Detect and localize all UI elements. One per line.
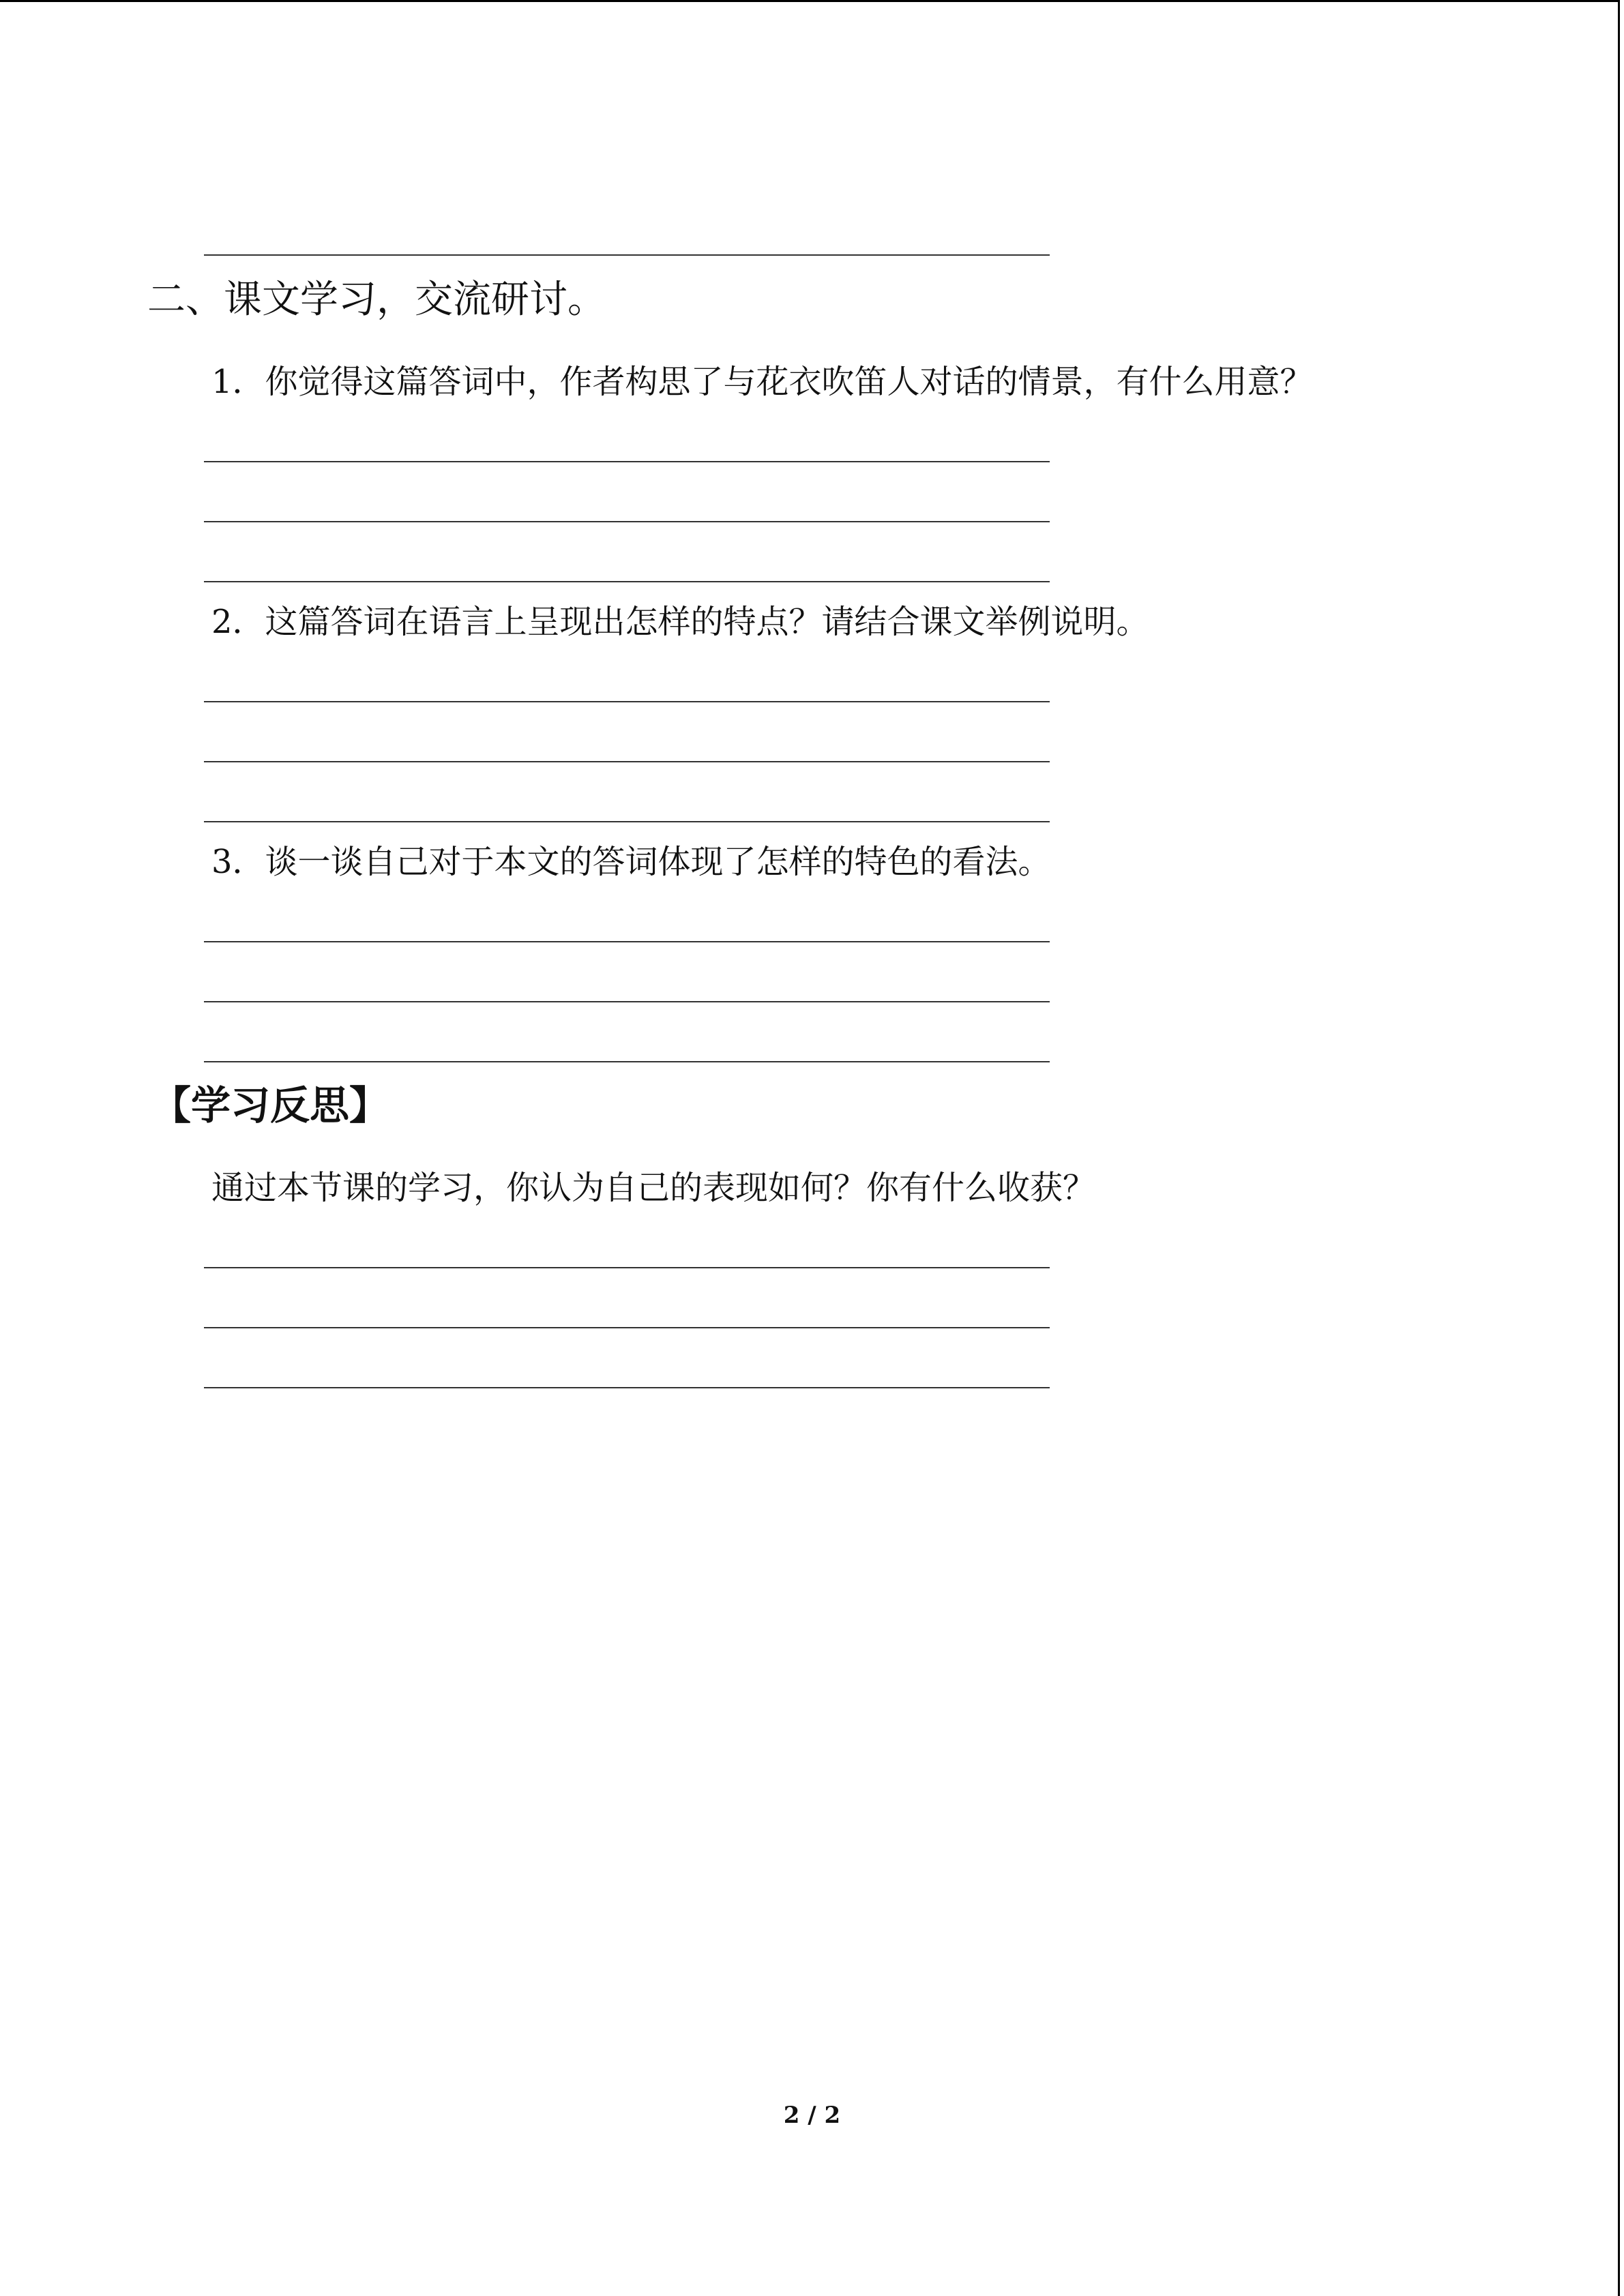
answer-line[interactable] — [204, 1001, 1050, 1002]
question-3: 3．谈一谈自己对于本文的答词体现了怎样的特色的看法。 — [211, 843, 1051, 881]
answer-line[interactable] — [204, 1267, 1050, 1268]
answer-line[interactable] — [204, 1061, 1050, 1062]
answer-line[interactable] — [204, 254, 1050, 256]
answer-line[interactable] — [204, 581, 1050, 582]
section-heading: 二、课文学习，交流研讨。 — [147, 278, 606, 322]
answer-line[interactable] — [204, 1387, 1050, 1388]
answer-line[interactable] — [204, 701, 1050, 702]
answer-line[interactable] — [204, 461, 1050, 462]
answer-line[interactable] — [204, 521, 1050, 522]
question-2: 2．这篇答词在语言上呈现出怎样的特点？请结合课文举例说明。 — [211, 603, 1149, 641]
page-number: 2 / 2 — [783, 2102, 841, 2129]
reflection-prompt: 通过本节课的学习，你认为自己的表现如何？你有什么收获？ — [211, 1169, 1096, 1207]
answer-line[interactable] — [204, 1327, 1050, 1328]
answer-line[interactable] — [204, 821, 1050, 822]
question-1: 1．你觉得这篇答词中，作者构思了与花衣吹笛人对话的情景，有什么用意？ — [211, 363, 1313, 401]
answer-line[interactable] — [204, 761, 1050, 762]
answer-line[interactable] — [204, 941, 1050, 942]
reflection-heading: 【学习反思】 — [151, 1082, 389, 1129]
